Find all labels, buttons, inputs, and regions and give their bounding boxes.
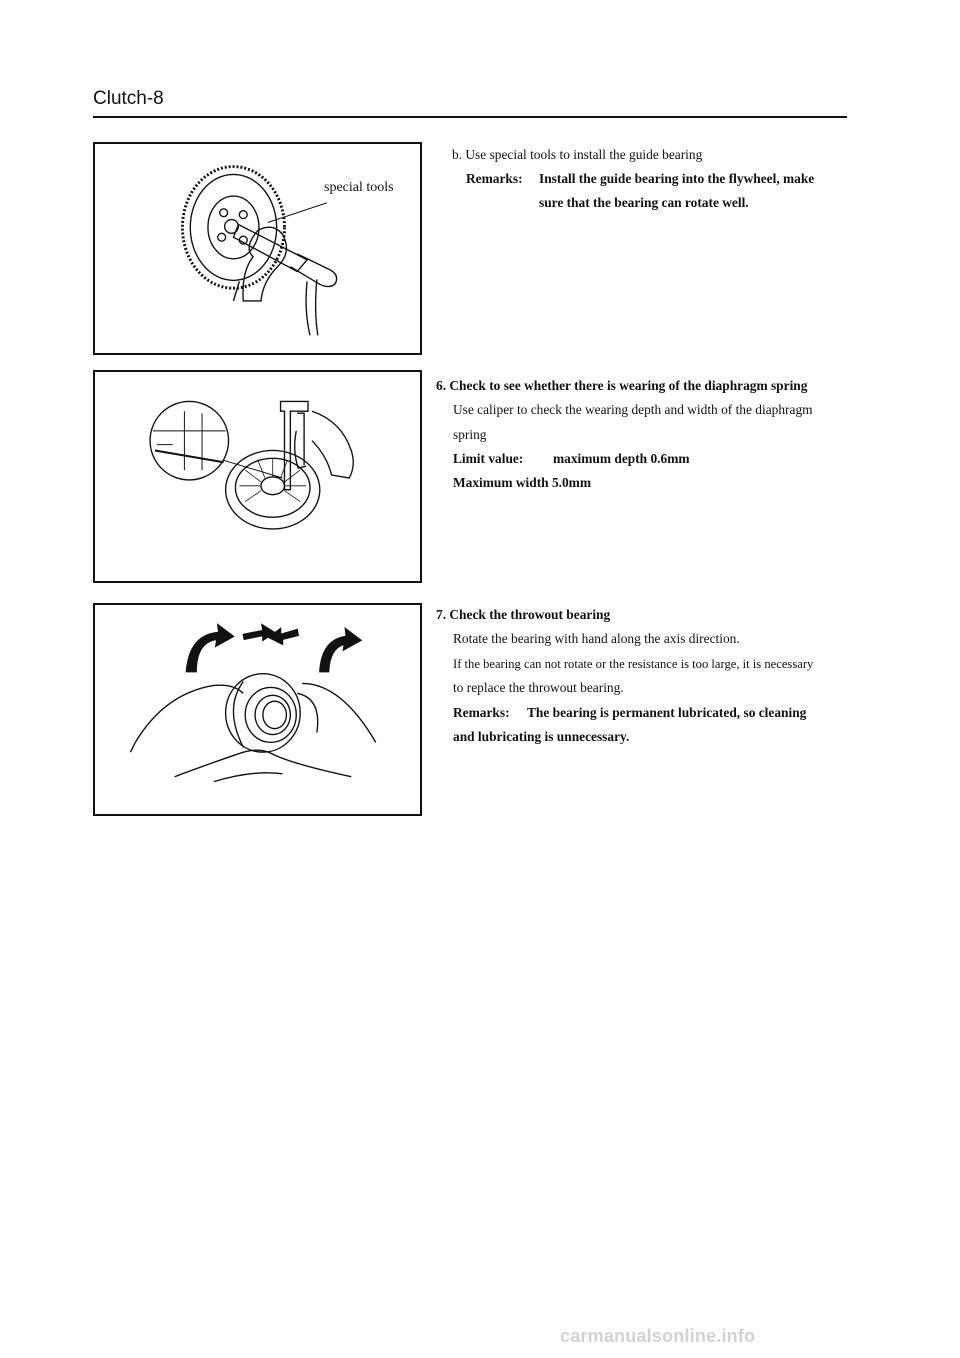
section-b-remarks-line2: sure that the bearing can rotate well. <box>539 195 749 210</box>
page-title: Clutch-8 <box>93 88 164 109</box>
section-6-limit-label: Limit value: <box>453 451 524 466</box>
section-7-remarks-line2: and lubricating is unnecessary. <box>453 729 630 744</box>
section-6-limit-depth: maximum depth 0.6mm <box>553 451 690 466</box>
section-7-line2: If the bearing can not rotate or the resistance is too large, it is necessary <box>453 657 814 671</box>
section-7-remarks-label: Remarks: <box>453 705 510 720</box>
section-b-remarks-line1: Install the guide bearing into the flywheel, make <box>539 171 815 186</box>
figure-diaphragm-spring-check <box>93 370 422 583</box>
section-7-remarks-line1: The bearing is permanent lubricated, so cleaning <box>527 705 807 720</box>
section-7-line1: Rotate the bearing with hand along the axis direction. <box>453 631 740 646</box>
caliper-illustration <box>95 372 420 581</box>
section-6-heading: 6. Check to see whether there is wearing of the diaphragm spring <box>436 378 808 393</box>
special-tools-label: special tools <box>324 180 394 195</box>
section-b-remarks-label: Remarks: <box>466 171 523 186</box>
flywheel-illustration <box>95 144 420 353</box>
section-6-line2: spring <box>453 427 487 442</box>
figure-throwout-bearing-check <box>93 603 422 816</box>
header-divider <box>93 116 847 118</box>
watermark: carmanualsonline.info <box>560 1326 756 1346</box>
bearing-rotation-illustration <box>95 605 420 814</box>
figure-guide-bearing-install <box>93 142 422 355</box>
section-6-line1: Use caliper to check the wearing depth and width of the diaphragm <box>453 402 813 417</box>
section-7-heading: 7. Check the throwout bearing <box>436 607 611 622</box>
section-6-limit-width: Maximum width 5.0mm <box>453 475 591 490</box>
section-b-instruction: b. Use special tools to install the guide bearing <box>452 147 703 162</box>
section-7-line3: to replace the throwout bearing. <box>453 680 624 695</box>
